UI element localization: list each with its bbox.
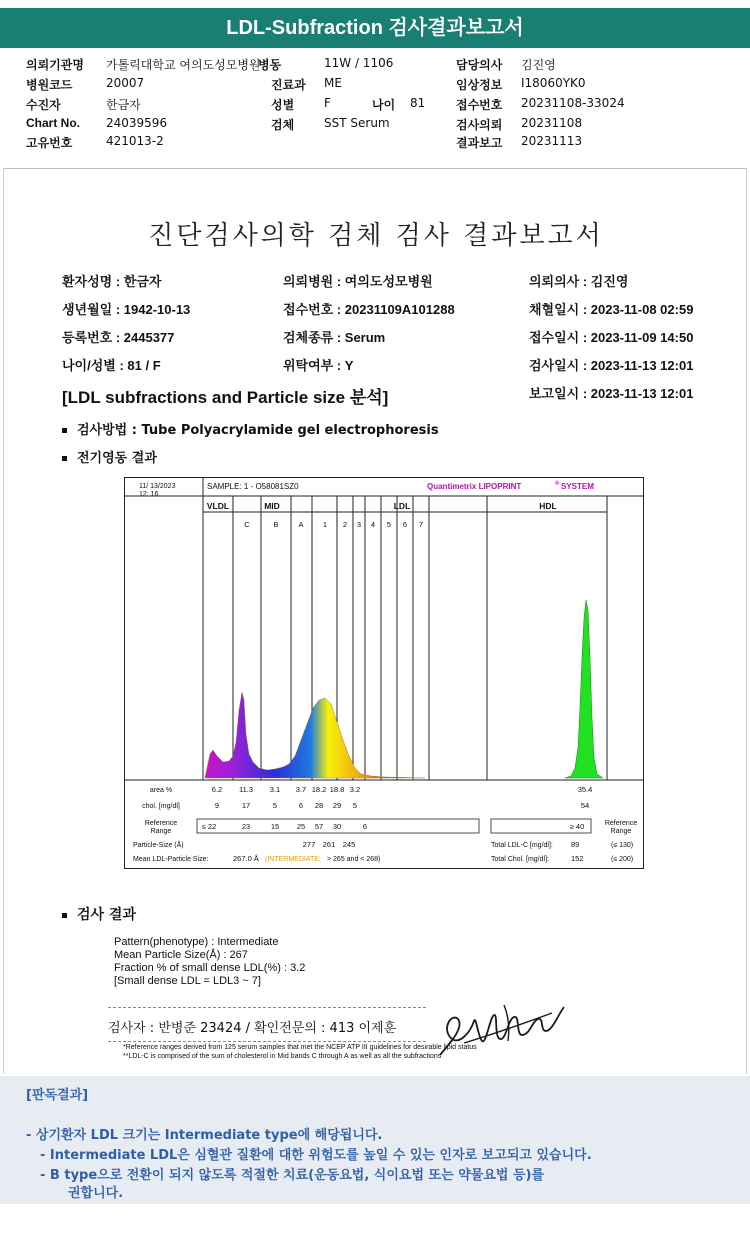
area-value: 11.3 (238, 785, 254, 794)
band-label: 2 (342, 520, 348, 529)
chol-value: 6 (298, 801, 304, 810)
ref-value: 6 (362, 822, 368, 831)
footnote: **LDL-C is comprised of the sum of cholesterol in Mid bands C through A as well as all the subfractions (123, 1053, 442, 1060)
analysis-section-title: [LDL subfractions and Particle size 분석] (62, 388, 389, 407)
area-value: 3.2 (349, 785, 361, 794)
interpretation-line: 권합니다. (68, 1186, 124, 1201)
receipt-time: 접수일시 : 2023-11-09 14:50 (529, 330, 694, 345)
chart-brand-system: SYSTEM (561, 482, 594, 491)
chart-sample-id: SAMPLE: 1 - O58081SZ0 (207, 482, 299, 491)
chart-footnotes (123, 1043, 643, 1061)
info-value: 20231113 (521, 134, 583, 148)
collection-time: 채혈일시 : 2023-11-08 02:59 (529, 302, 694, 317)
receipt-number: 접수번호 : 20231109A101288 (283, 302, 455, 317)
ref-row-label: Reference (604, 820, 638, 827)
particle-size-label: Particle-Size (Å) (133, 842, 184, 849)
info-value: 가톨릭대학교 여의도성모병원 (106, 58, 261, 72)
total-chol-ref: (≤ 200) (611, 856, 634, 863)
particle-size-value: 245 (342, 840, 356, 849)
chol-value: 9 (214, 801, 220, 810)
mean-ldl-interpretation: (INTERMEDIATE; (265, 856, 321, 863)
chart-layer (125, 478, 643, 863)
total-ldl-value: 89 (571, 840, 580, 849)
info-value: 20231108-33024 (521, 96, 625, 110)
band-label: 7 (418, 520, 424, 529)
ldl-profile-area (205, 692, 425, 778)
info-value: 24039596 (106, 116, 168, 130)
info-value: 421013-2 (106, 134, 164, 148)
result-bullet (62, 904, 136, 924)
total-ldl-label: Total LDL-C [mg/dl]: (491, 842, 553, 849)
interpretation-panel (0, 1076, 750, 1204)
interpretation-heading: [판독결과] (26, 1088, 89, 1103)
area-value: 3.7 (295, 785, 307, 794)
info-row (0, 76, 750, 96)
chol-value: 29 (332, 801, 342, 810)
info-value: F (324, 96, 331, 110)
info-key: 나이 (372, 98, 396, 112)
chart-brand-registered: ® (555, 481, 560, 487)
area-value: 18.2 (311, 785, 327, 794)
info-key: 수진자 (26, 98, 61, 112)
result-line: Pattern(phenotype) : Intermediate (114, 936, 279, 948)
result-line: Fraction % of small dense LDL(%) : 3.2 (114, 962, 306, 974)
ref-value: 30 (332, 822, 342, 831)
total-chol-value: 152 (571, 854, 584, 863)
info-key: 결과보고 (456, 136, 503, 150)
info-key: 담당의사 (456, 58, 503, 72)
info-value: 11W / 1106 (324, 56, 394, 70)
info-row (0, 134, 750, 154)
band-label: 1 (322, 520, 328, 529)
lab-report-sheet (3, 168, 747, 1074)
interpretation-line: - 상기환자 LDL 크기는 Intermediate type에 해당됩니다. (26, 1128, 383, 1143)
patient-name: 환자성명 : 한금자 (62, 274, 162, 289)
footnote: *Reference ranges derived from 125 serum samples that met the NCEP ATP III guidelines for desirable lipid status (123, 1044, 477, 1051)
info-key: 검체 (271, 118, 295, 132)
referring-doctor: 의뢰의사 : 김진영 (529, 274, 629, 289)
chol-value: 5 (272, 801, 278, 810)
chol-value: 17 (241, 801, 251, 810)
report-title: LDL-Subfraction 검사결과보고서 (226, 17, 524, 39)
group-label-vldl: VLDL (206, 501, 230, 511)
ref-value: 23 (241, 822, 251, 831)
band-label: C (244, 520, 250, 529)
registration-number: 등록번호 : 2445377 (62, 330, 175, 345)
band-label: A (298, 520, 304, 529)
info-row (0, 116, 750, 136)
method-bullet (62, 419, 439, 438)
bullet-icon (62, 913, 67, 918)
total-chol-label: Total Chol. [mg/dl]: (491, 856, 549, 863)
ref-row-label: Range (610, 828, 632, 835)
area-row-label: area % (149, 787, 173, 794)
info-value: 김진영 (521, 58, 556, 72)
age-sex: 나이/성별 : 81 / F (62, 358, 161, 373)
info-key: 병동 (258, 58, 282, 72)
lipoprint-plot (125, 478, 643, 868)
band-label: B (273, 520, 279, 529)
chol-value: 28 (314, 801, 324, 810)
ref-row-label: Range (150, 828, 172, 835)
total-ldl-ref: (≤ 130) (611, 842, 634, 849)
info-key: 검사의뢰 (456, 118, 503, 132)
info-value: I18060YK0 (521, 76, 586, 90)
info-key: 진료과 (271, 78, 306, 92)
lipoprint-chart (124, 477, 644, 869)
result-text: 검사 결과 (77, 907, 136, 923)
chart-date: 11/ 13/2023 (139, 483, 176, 490)
report-title-bar (0, 8, 750, 48)
electrophoresis-bullet (62, 447, 157, 466)
chart-brand: Quantimetrix LIPOPRINT (427, 482, 522, 491)
chart-time: 12: 16 (139, 491, 159, 498)
ref-value: 57 (314, 822, 324, 831)
band-label: 6 (402, 520, 408, 529)
info-row (0, 96, 750, 116)
group-label-mid: MID (264, 501, 280, 511)
divider (108, 1007, 426, 1008)
test-time: 검사일시 : 2023-11-13 12:01 (529, 358, 694, 373)
group-label-ldl: LDL (393, 501, 411, 511)
info-key: 접수번호 (456, 98, 503, 112)
mean-ldl-label: Mean LDL-Particle Size: (133, 856, 209, 863)
info-value: 20007 (106, 76, 145, 90)
result-line: [Small dense LDL = LDL3 ~ 7] (114, 975, 261, 987)
area-value: 18.8 (329, 785, 345, 794)
particle-size-value: 277 (302, 840, 316, 849)
info-value: 한금자 (106, 98, 141, 112)
chol-value: 54 (580, 801, 590, 810)
particle-size-value: 261 (322, 840, 336, 849)
chol-value: 5 (352, 801, 358, 810)
mean-ldl-range: > 265 and < 268) (327, 856, 381, 863)
group-label-hdl: HDL (539, 501, 557, 511)
info-value: 20231108 (521, 116, 583, 130)
info-row (0, 56, 750, 76)
hdl-peak-area (565, 600, 603, 778)
area-value: 3.1 (269, 785, 281, 794)
divider (108, 1041, 426, 1042)
ref-value: 25 (296, 822, 306, 831)
signer-line: 검사자 : 반병준 23424 / 확인전문의 : 413 이제훈 (108, 1021, 397, 1036)
band-label: 4 (370, 520, 376, 529)
ref-value: 15 (270, 822, 280, 831)
info-key: 성별 (271, 98, 295, 112)
birth-date: 생년월일 : 1942-10-13 (62, 302, 191, 317)
interpretation-line: - B type으로 전환이 되지 않도록 적절한 치료(운동요법, 식이요법 또는 약물요법 등)를 (40, 1168, 545, 1183)
info-value: SST Serum (324, 116, 390, 130)
bullet-icon (62, 428, 67, 433)
info-key: 임상정보 (456, 78, 503, 92)
info-value: 81 (410, 96, 426, 110)
result-line: Mean Particle Size(Å) : 267 (114, 949, 248, 961)
info-key: Chart No. (26, 116, 80, 130)
outsourced-flag: 위탁여부 : Y (283, 358, 354, 373)
electrophoresis-text: 전기영동 결과 (77, 451, 157, 466)
specimen-type: 검체종류 : Serum (283, 330, 386, 345)
chol-row-label: chol. [mg/dl] (142, 803, 180, 810)
report-time: 보고일시 : 2023-11-13 12:01 (529, 386, 694, 401)
mean-ldl-value: 267.0 Å (233, 854, 259, 863)
info-key: 의뢰기관명 (26, 58, 84, 72)
interpretation-line: - Intermediate LDL은 심혈관 질환에 대한 위험도를 높일 수 있는 인자로 보고되고 있습니다. (40, 1148, 592, 1163)
info-key: 병원코드 (26, 78, 73, 92)
ref-row-label: Reference (144, 820, 178, 827)
info-value: ME (324, 76, 342, 90)
sheet-title: 진단검사의학 검체 검사 결과보고서 (148, 221, 604, 251)
info-key: 고유번호 (26, 136, 73, 150)
bullet-icon (62, 456, 67, 461)
referring-hospital: 의뢰병원 : 여의도성모병원 (283, 274, 433, 289)
ref-value: ≥ 40 (569, 822, 585, 831)
area-value: 6.2 (211, 785, 223, 794)
band-label: 5 (386, 520, 392, 529)
band-label: 3 (356, 520, 362, 529)
method-text: 검사방법 : Tube Polyacrylamide gel electrophoresis (77, 423, 439, 438)
area-value: 35.4 (577, 785, 593, 794)
ref-value: ≤ 22 (201, 822, 217, 831)
